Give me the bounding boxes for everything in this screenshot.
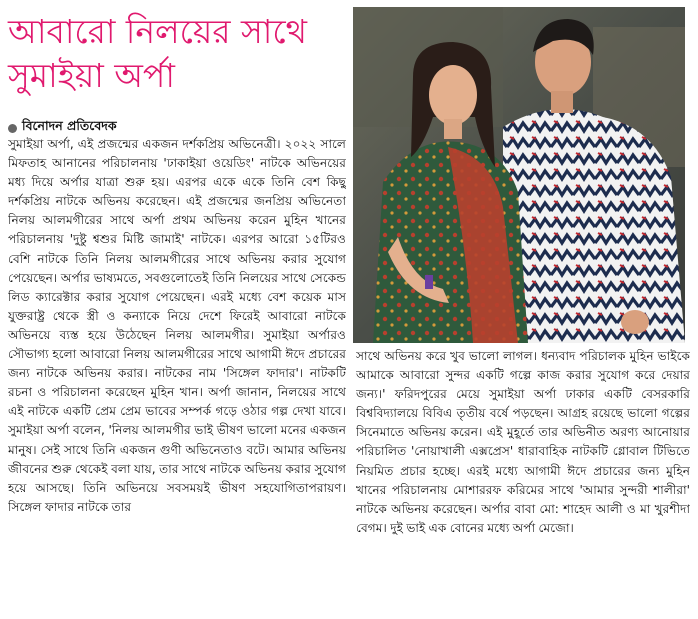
byline-bullet-icon [8, 124, 17, 133]
byline-text: বিনোদন প্রতিবেদক [22, 118, 117, 133]
article-body-left-column: সুমাইয়া অর্পা, এই প্রজন্মের একজন দর্শকপ্রিয় অভিনেত্রী। ২০২২ সালে মিফতাহ আনানের পরিচালনায় 'ঢাকাইয়া ওয়েডিং' নাটকে অভিনয়ের মধ্য দিয়ে অর্পার যাত্রা শুরু হয়। এরপর একে একে তিনি বেশ কিছু দর্শকপ্রিয় নাটকে অভিনয় করেছেন। এই প্রজন্মের জনপ্রিয় অভিনেতা নিলয় আলমগীরের সাথে অর্পা প্রথম অভিনয় করেন মুহিন খানের পরিচালনায় 'দুষ্টু শ্বশুর মিষ্টি জামাই' নাটকে। এরপর আরো ১৫টিরও বেশি নাটকে তিনি নিলয় আলমগীরের সাথে অভিনয় করার সুযোগ পেয়েছেন। অর্পার ভাষ্যমতে, সবগুলোতেই তিনি নিলয়ের সাথে সেকেন্ড লিড ক্যারেক্টার করার সুযোগ পেয়েছেন। এরই মধ্যে বেশ কয়েক মাস যুক্তরাষ্ট্র থেকে স্ত্রী ও কন্যাকে নিয়ে দেশে ফিরেই আবারো নাটকে অভিনয়ে ব্যস্ত হয়ে উঠেছেন নিলয় আলমগীর। সুমাইয়া অর্পারও সৌভাগ্য হলো আবারো নিলয় আলমগীরের সাথে আগামী ঈদে প্রচারের জন্য নাটকে অভিনয় করার। নাটকের নাম 'সিঙ্গেল ফাদার'। নাটকটি রচনা ও পরিচালনা করেছেন মুহিন খান। অর্পা জানান, নিলয়ের সাথে এই নাটকে একটি প্রেম প্রেম ভাবের সম্পর্ক গড়ে ওঠার গল্প দেখা যাবে। সুমাইয়া অর্পা বলেন, 'নিলয় আলমগীর ভাই ভীষণ ভালো মনের একজন মানুষ। সেই সাথে তিনি একজন গুণী অভিনেতাও বটে। আমার অভিনয় জীবনের শুরু থেকেই বলা যায়, তার সাথে নাটকে অভিনয় করার সুযোগ হয়ে আসছে। তিনি অভিনয়ে সবসময়ই ভীষণ সহযোগিতাপরায়ণ। সিঙ্গেল ফাদার নাটকে তার [8, 137, 346, 514]
article-photo [353, 7, 685, 343]
couple-portrait-image [353, 7, 685, 343]
article-body-right-column: সাথে অভিনয় করে খুব ভালো লাগল। ধন্যবাদ পরিচালক মুহিন ভাইকে আমাকে আবারো সুন্দর একটি গল্পে কাজ করার সুযোগ করে দেয়ার জন্য।' ফরিদপুরের মেয়ে সুমাইয়া অর্পা ঢাকার একটি বেসরকারি বিশ্ববিদ্যালয়ে বিবিএ তৃতীয় বর্ষে পড়ছেন। আগ্রহ রয়েছে ভালো গল্পের সিনেমাতে অভিনয় করেন। এই মুহূর্তে তার অভিনীত অরণ্য আনোয়ার পরিচালিত 'নোয়াখালী এক্সপ্রেস' ধারাবাহিক নাটকটি গ্লোবাল টিভিতে নিয়মিত প্রচার হচ্ছে। এরই মধ্যে আগামী ঈদে প্রচারের জন্য মুহিন খানের পরিচালনায় মোশাররফ করিমের সাথে 'আমার সুন্দরী শালীরা' নাটকে অভিনয় করেছেন। অর্পার বাবা মো: শাহেদ আলী ও মা খুরশীদা বেগম। দুই ভাই এক বোনের মধ্যে অর্পা মেজো। [356, 349, 690, 535]
headline: আবারো নিলয়ের সাথে সুমাইয়া অর্পা [8, 12, 307, 95]
